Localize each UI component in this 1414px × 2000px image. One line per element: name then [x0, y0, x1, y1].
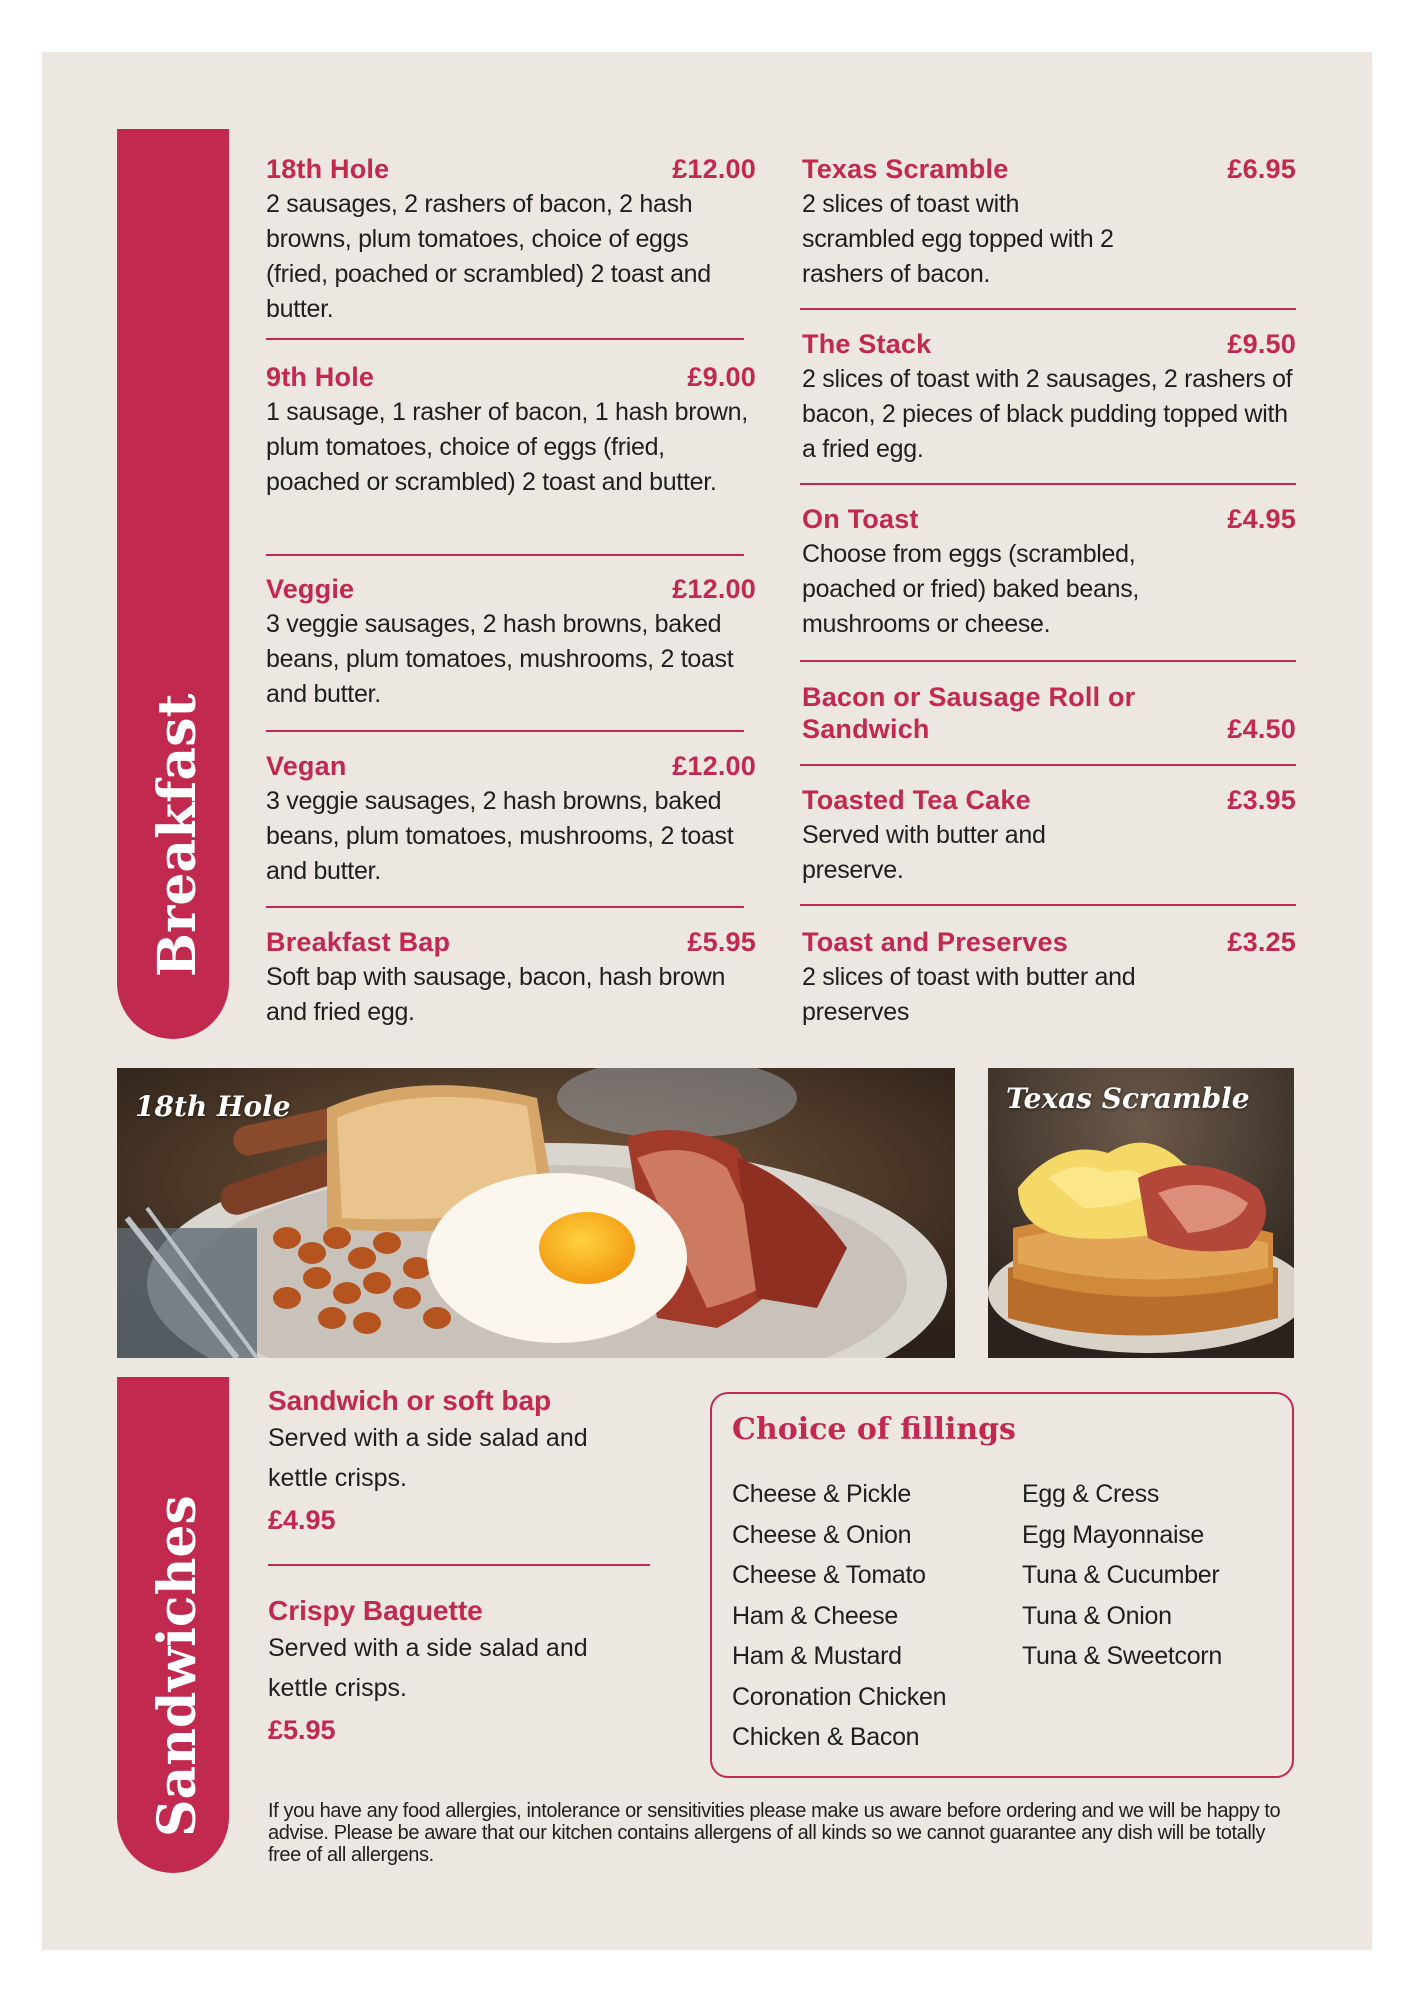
fillings-box	[710, 1392, 1294, 1778]
item-name: 18th Hole	[266, 154, 390, 184]
breakfast-title: Breakfast	[147, 693, 208, 977]
filling-item: Cheese & Pickle	[732, 1480, 911, 1508]
divider	[800, 308, 1296, 310]
photo-full-breakfast	[117, 1068, 955, 1358]
menu-item-9th-hole	[266, 361, 756, 500]
menu-item-toasted-tea-cake	[802, 784, 1296, 888]
divider	[266, 906, 744, 908]
item-price: £4.95	[268, 1505, 336, 1535]
filling-item: Tuna & Cucumber	[1022, 1561, 1220, 1589]
item-name: 9th Hole	[266, 362, 375, 392]
item-price: £9.00	[687, 362, 756, 392]
divider	[800, 764, 1296, 766]
menu-item-breakfast-bap	[266, 926, 756, 1030]
filling-item: Coronation Chicken	[732, 1682, 947, 1711]
divider	[800, 904, 1296, 906]
filling-item: Egg Mayonnaise	[1022, 1520, 1205, 1549]
fillings-column-2	[1022, 1474, 1222, 1677]
filling-item: Cheese & Onion	[732, 1520, 912, 1549]
item-name: Breakfast Bap	[266, 927, 451, 957]
item-name: Veggie	[266, 574, 355, 604]
photo-texas-scramble	[988, 1068, 1294, 1358]
item-price: £4.95	[1227, 504, 1296, 534]
item-name: The Stack	[802, 329, 932, 359]
item-description: 2 sausages, 2 rashers of bacon, 2 hash browns, plum tomatoes, choice of eggs (fried, poached or scrambled) 2 toast and butter.	[266, 190, 711, 323]
item-price: £12.00	[672, 751, 756, 781]
item-price: £5.95	[268, 1715, 336, 1745]
item-name: Toast and Preserves	[802, 927, 1068, 957]
divider	[266, 554, 744, 556]
menu-item-bacon-sausage-roll	[802, 681, 1296, 745]
photo-label-texas-scramble: Texas Scramble	[1006, 1082, 1250, 1115]
menu-item-on-toast	[802, 503, 1296, 642]
item-description: 2 slices of toast with scrambled egg topped with 2 rashers of bacon.	[802, 190, 1114, 288]
menu-item-the-stack	[802, 328, 1296, 467]
menu-item-veggie	[266, 573, 756, 712]
item-price: £6.95	[1227, 154, 1296, 184]
item-price: £12.00	[672, 574, 756, 604]
item-description: Served with a side salad and kettle crisps.	[268, 1634, 588, 1702]
item-price: £4.50	[1227, 714, 1296, 744]
item-description: Soft bap with sausage, bacon, hash brown and fried egg.	[266, 963, 726, 1026]
fillings-title: Choice of fillings	[732, 1412, 1016, 1447]
filling-item: Ham & Mustard	[732, 1642, 902, 1670]
divider	[800, 483, 1296, 485]
item-price: £3.95	[1227, 785, 1296, 815]
menu-item-18th-hole	[266, 153, 756, 327]
item-name: Crispy Baguette	[268, 1595, 483, 1626]
photo-label-18th-hole: 18th Hole	[135, 1090, 291, 1123]
item-name: Vegan	[266, 751, 347, 781]
divider	[266, 730, 744, 732]
item-price: £5.95	[687, 927, 756, 957]
item-name: Toasted Tea Cake	[802, 785, 1031, 815]
item-description: Choose from eggs (scrambled, poached or fried) baked beans, mushrooms or cheese.	[802, 540, 1140, 638]
menu-item-texas-scramble	[802, 153, 1296, 292]
item-name: Bacon or Sausage Roll or Sandwich	[802, 682, 1136, 744]
item-description: 3 veggie sausages, 2 hash browns, baked beans, plum tomatoes, mushrooms, 2 toast and butter.	[266, 610, 734, 708]
sandwich-item-soft-bap	[268, 1384, 668, 1538]
item-name: Texas Scramble	[802, 154, 1009, 184]
item-price: £9.50	[1227, 329, 1296, 359]
sandwich-item-crispy-baguette	[268, 1594, 668, 1748]
item-description: 2 slices of toast with 2 sausages, 2 rashers of bacon, 2 pieces of black pudding topped with a fried egg.	[802, 365, 1293, 463]
divider	[800, 660, 1296, 662]
breakfast-band	[117, 129, 229, 1039]
divider	[268, 1564, 650, 1566]
filling-item: Ham & Cheese	[732, 1601, 898, 1630]
allergy-notice: If you have any food allergies, intolerance or sensitivities please make us aware before ordering and we will be happy to advise. Please be aware that our kitchen contains allergens of all kinds so we cannot guarantee any dish will be totally free of all allergens.	[268, 1800, 1281, 1866]
filling-item: Egg & Cress	[1022, 1480, 1160, 1508]
item-price: £12.00	[672, 154, 756, 184]
filling-item: Cheese & Tomato	[732, 1561, 926, 1589]
item-description: Served with a side salad and kettle crisps.	[268, 1424, 588, 1492]
fillings-column-1	[732, 1474, 946, 1758]
item-description: 3 veggie sausages, 2 hash browns, baked beans, plum tomatoes, mushrooms, 2 toast and butter.	[266, 787, 734, 885]
menu-item-toast-preserves	[802, 926, 1296, 1030]
item-description: 1 sausage, 1 rasher of bacon, 1 hash brown, plum tomatoes, choice of eggs (fried, poached or scrambled) 2 toast and butter.	[266, 398, 748, 496]
sandwiches-title: Sandwiches	[147, 1495, 208, 1837]
filling-item: Tuna & Sweetcorn	[1022, 1642, 1222, 1670]
item-name: Sandwich or soft bap	[268, 1385, 552, 1416]
menu-item-vegan	[266, 750, 756, 889]
item-description: Served with butter and preserve.	[802, 821, 1046, 884]
item-name: On Toast	[802, 504, 919, 534]
item-description: 2 slices of toast with butter and preserves	[802, 963, 1136, 1026]
filling-item: Tuna & Onion	[1022, 1601, 1172, 1630]
item-price: £3.25	[1227, 927, 1296, 957]
filling-item: Chicken & Bacon	[732, 1723, 920, 1751]
divider	[266, 338, 744, 340]
sandwiches-band	[117, 1377, 229, 1873]
